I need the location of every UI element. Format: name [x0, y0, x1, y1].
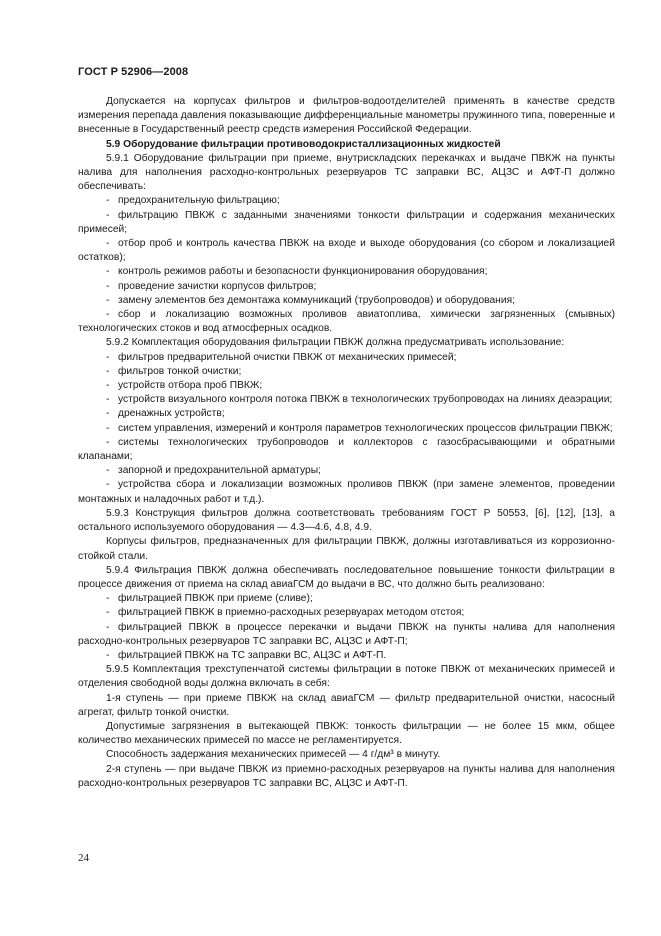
- paragraph: 5.9.4 Фильтрация ПВКЖ должна обеспечивать последовательное повышение тонкости фильтрации в процессе движения от приема на склад авиаГСМ до выдачи в ВС, что должно быть реализовано:: [78, 564, 615, 590]
- list-dash: -: [106, 593, 110, 605]
- list-item: [78, 592, 615, 606]
- paragraph: Корпусы фильтров, предназначенных для фильтрации ПВКЖ, должны изготавливаться из коррозионно-стойкой стали.: [78, 536, 615, 562]
- list-item: [78, 464, 615, 478]
- list-item: [78, 436, 615, 464]
- list-item: [78, 407, 615, 421]
- list-dash: -: [106, 649, 110, 661]
- list-item: [78, 237, 615, 265]
- list-item-text: дренажных устройств;: [118, 408, 225, 420]
- list-dash: -: [106, 465, 110, 477]
- section-heading: 5.9 Оборудование фильтрации противоводокристаллизационных жидкостей: [106, 138, 501, 150]
- list-item: [78, 209, 615, 237]
- list-dash: -: [106, 238, 110, 250]
- list-item-text: фильтрацией ПВКЖ на ТС заправки ВС, АЦЗС и АФТ-П.: [118, 649, 387, 661]
- list-item-text: устройств отбора проб ПВКЖ;: [118, 380, 263, 392]
- list-item-text: фильтрацией ПВКЖ в приемно-расходных резервуарах методом отстоя;: [118, 607, 465, 619]
- list-item: [78, 351, 615, 365]
- list-item: [78, 265, 615, 279]
- list-item-text: предохранительную фильтрацию;: [118, 195, 280, 207]
- document-body: [78, 95, 615, 791]
- list-item: [78, 280, 615, 294]
- list-dash: -: [106, 351, 110, 363]
- list-item: [78, 294, 615, 308]
- paragraph: 5.9.3 Конструкция фильтров должна соответствовать требованиям ГОСТ Р 50553, [6], [12], [13], а остального используемого оборудования — 4.3—4.6, 4.8, 4.9.: [78, 507, 615, 534]
- list-item-text: запорной и предохранительной арматуры;: [118, 465, 321, 477]
- list-item-text: сбор и локализацию возможных проливов авиатоплива, химически загрязненных (смывных) технологических стоков и вод атмосферных осадков.: [78, 309, 615, 335]
- list-dash: -: [106, 621, 110, 633]
- list-item: [78, 606, 615, 620]
- list-dash: -: [106, 266, 110, 278]
- list-dash: -: [106, 394, 110, 406]
- list-dash: -: [106, 365, 110, 377]
- list-dash: -: [106, 479, 110, 491]
- list-item-text: фильтрацию ПВКЖ с заданными значениями тонкости фильтрации и содержания механических примесей;: [78, 209, 615, 235]
- paragraph: 5.9.2 Комплектация оборудования фильтрации ПВКЖ должна предусматривать использование:: [106, 337, 565, 349]
- paragraph: 5.9.1 Оборудование фильтрации при приеме, внутрискладских перекачках и выдаче ПВКЖ на пункты налива для наполнения расходно-контрольных резервуаров ТС заправки ВС, АЦЗС и АФТ-П должно обеспечивать:: [78, 152, 615, 193]
- list-item: [78, 379, 615, 393]
- list-item: [78, 422, 615, 436]
- list-dash: -: [106, 607, 110, 619]
- list-item-text: проведение зачистки корпусов фильтров;: [118, 280, 317, 292]
- list-dash: -: [106, 195, 110, 207]
- paragraph: Допускается на корпусах фильтров и фильтров-водоотделителей применять в качестве средств измерения перепада давления показывающие дифференциальные манометры пружинного типа, поверенные и внесенные в Государственный реестр средств измерения Российской Федерации.: [78, 96, 615, 136]
- list-item-text: фильтров тонкой очистки;: [118, 365, 242, 377]
- list-item-text: устройства сбора и локализации возможных проливов ПВКЖ (при замене элементов, проведении монтажных и наладочных работ и т.д.).: [78, 479, 615, 505]
- list-item-text: замену элементов без демонтажа коммуникаций (трубопроводов) и оборудования;: [118, 294, 515, 306]
- paragraph: Способность задержания механических примесей — 4 г/дм³ в минуту.: [106, 749, 441, 761]
- list-dash: -: [106, 309, 110, 321]
- document-header: ГОСТ Р 52906—2008: [78, 66, 189, 78]
- list-dash: -: [106, 436, 110, 448]
- list-dash: -: [106, 422, 110, 434]
- list-dash: -: [106, 408, 110, 420]
- list-item: [78, 194, 615, 208]
- list-item: [78, 308, 615, 336]
- list-item: [78, 621, 615, 649]
- list-dash: -: [106, 280, 110, 292]
- paragraph: 5.9.5 Комплектация трехступенчатой системы фильтрации в потоке ПВКЖ от механических примесей и отделения свободной воды должна включать в себя:: [78, 664, 615, 690]
- list-item: [78, 365, 615, 379]
- list-item: [78, 649, 615, 663]
- paragraph: 2-я ступень — при выдаче ПВКЖ из приемно-расходных резервуаров на пункты налива для наполнения расходно-контрольных резервуаров ТС заправки ВС, АЦЗС и АФТ-П.: [78, 763, 615, 789]
- list-item-text: системы технологических трубопроводов и коллекторов с газосбрасывающими и обратными клапанами;: [78, 436, 615, 463]
- list-item: [78, 478, 615, 506]
- list-item: [78, 393, 615, 407]
- list-dash: -: [106, 294, 110, 306]
- list-item-text: фильтров предварительной очистки ПВКЖ от механических примесей;: [118, 351, 457, 363]
- list-item-text: устройств визуального контроля потока ПВКЖ в технологических трубопроводах на линиях деаэрации;: [118, 394, 613, 406]
- paragraph: 1-я ступень — при приеме ПВКЖ на склад авиаГСМ — фильтр предварительной очистки, насосный агрегат, фильтр тонкой очистки.: [78, 692, 615, 718]
- list-item-text: фильтрацией ПВКЖ в процессе перекачки и выдачи ПВКЖ на пункты налива для наполнения расходно-контрольных резервуаров ТС заправки ВС, АЦЗС и АФТ-П;: [78, 621, 615, 647]
- list-item-text: систем управления, измерений и контроля параметров технологических процессов фильтрации ПВКЖ;: [118, 422, 613, 434]
- paragraph: Допустимые загрязнения в вытекающей ПВКЖ: тонкость фильтрации — не более 15 мкм, общее количество механических примесей по массе не регламентируется.: [78, 720, 615, 747]
- page-number: 24: [78, 852, 89, 864]
- list-dash: -: [106, 209, 110, 221]
- list-item-text: отбор проб и контроль качества ПВКЖ на входе и выходе оборудования (со сбором и локализацией остатков);: [78, 238, 615, 264]
- list-dash: -: [106, 380, 110, 392]
- list-item-text: контроль режимов работы и безопасности функционирования оборудования;: [118, 266, 488, 278]
- list-item-text: фильтрацией ПВКЖ при приеме (сливе);: [118, 593, 313, 605]
